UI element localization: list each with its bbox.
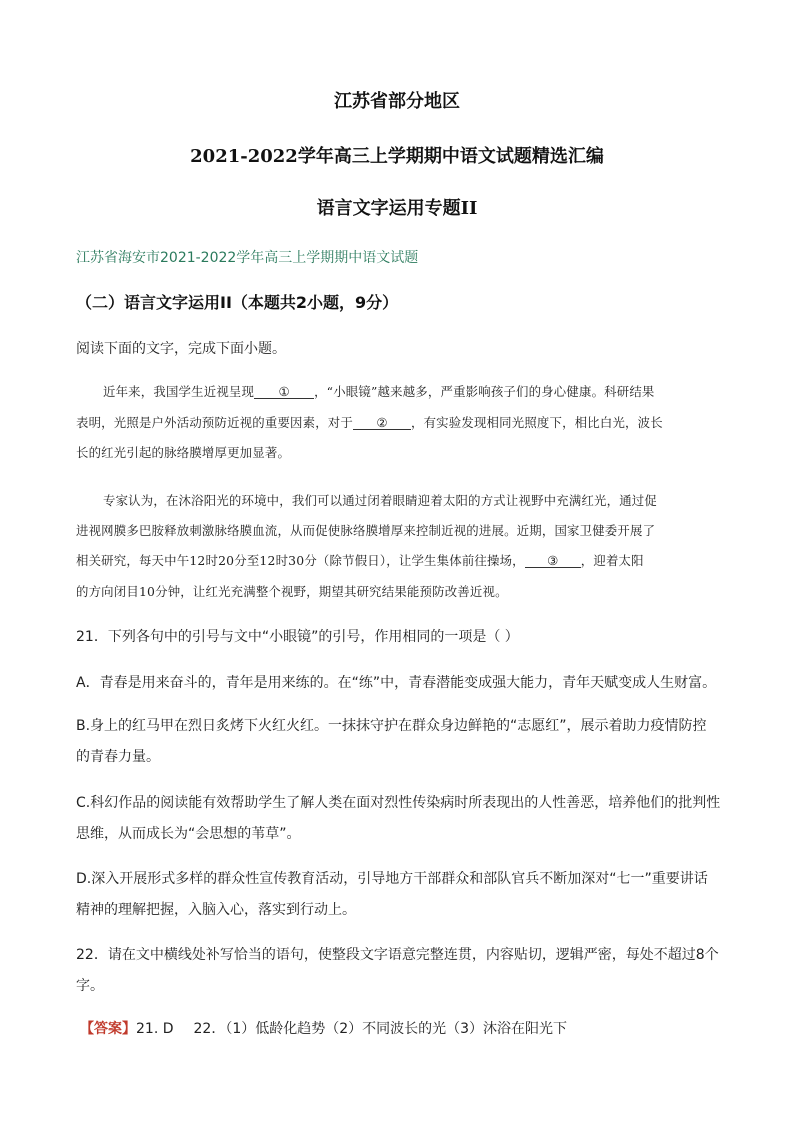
passage-line: 进视网膜多巴胺释放刺激脉络膜血流，从而促使脉络膜增厚来控制近视的进展。近期，国家卫健委开展了 [76, 523, 656, 538]
passage-line: 的方向闭目10分钟，让红光充满整个视野，期望其研究结果能预防改善近视。 [76, 584, 508, 599]
doc-title-main: 2021-2022学年高三上学期期中语文试题精选汇编 [190, 146, 604, 167]
passage-text: 近年来，我国学生近视呈现 [103, 384, 255, 399]
option-d-line1: D.深入开展形式多样的群众性宣传教育活动，引导地方干部群众和部队官兵不断加深对“七一”重要讲话 [76, 871, 708, 887]
passage-text: 表明，光照是户外活动预防近视的重要因素，对于 [76, 415, 353, 430]
passage-text: 相关研究，每天中午12时20分至12时30分（除节假日），让学生集体前往操场， [76, 553, 525, 568]
answer-22: 22．（1）低龄化趋势（2）不同波长的光（3）沐浴在阳光下 [193, 1021, 568, 1037]
option-c-line1: C.科幻作品的阅读能有效帮助学生了解人类在面对烈性传染病时所表现出的人性善恶，培养他们的批判性 [76, 795, 721, 811]
passage-line: 长的红光引起的脉络膜增厚更加显著。 [76, 445, 291, 460]
passage-text: ，迎着太阳 [580, 553, 644, 568]
question-22-stem-line1: 22．请在文中横线处补写恰当的语句，使整段文字语意完整连贯，内容贴切，逻辑严密，每处不超过8个 [76, 947, 719, 963]
answer-tag: 【答案】 [80, 1021, 136, 1037]
passage-line [76, 551, 644, 569]
passage-line: 专家认为，在沐浴阳光的环境中，我们可以通过闭着眼睛迎着太阳的方式让视野中充满红光，通过促 [103, 493, 657, 508]
doc-title-region: 江苏省部分地区 [334, 91, 460, 112]
option-a: A．青春是用来奋斗的，青年是用来练的。在“练”中，青春潜能变成强大能力，青年天赋变成人生财富。 [76, 675, 717, 691]
passage-line [103, 382, 655, 400]
option-b-line2: 的青春力量。 [76, 749, 160, 765]
blank-1: ① [254, 385, 314, 399]
answer-line [80, 1018, 567, 1038]
blank-2: ② [353, 416, 411, 430]
option-d-line2: 精神的理解把握，入脑入心，落实到行动上。 [76, 902, 356, 918]
question-22-stem-line2: 字。 [76, 978, 104, 994]
option-c-line2: 思维，从而成长为“会思想的苇草”。 [76, 826, 301, 842]
blank-3: ③ [525, 554, 581, 568]
doc-title-topic: 语言文字运用专题II [316, 198, 478, 219]
source-line: 江苏省海安市2021-2022学年高三上学期期中语文试题 [76, 250, 419, 266]
answer-21: 21. D [136, 1021, 174, 1037]
question-21-stem: 21．下列各句中的引号与文中“小眼镜”的引号，作用相同的一项是（ ） [76, 629, 519, 645]
passage-text: ，“小眼镜”越来越多，严重影响孩子们的身心健康。科研结果 [314, 384, 655, 399]
passage-line [76, 413, 663, 431]
option-b-line1: B.身上的红马甲在烈日炙烤下火红火红。一抹抹守护在群众身边鲜艳的“志愿红”，展示着助力疫情防控 [76, 718, 707, 734]
section-title: （二）语言文字运用II（本题共2小题，9分） [76, 293, 399, 312]
passage-text: ，有实验发现相同光照度下，相比白光，波长 [411, 415, 663, 430]
instruction: 阅读下面的文字，完成下面小题。 [76, 341, 286, 357]
